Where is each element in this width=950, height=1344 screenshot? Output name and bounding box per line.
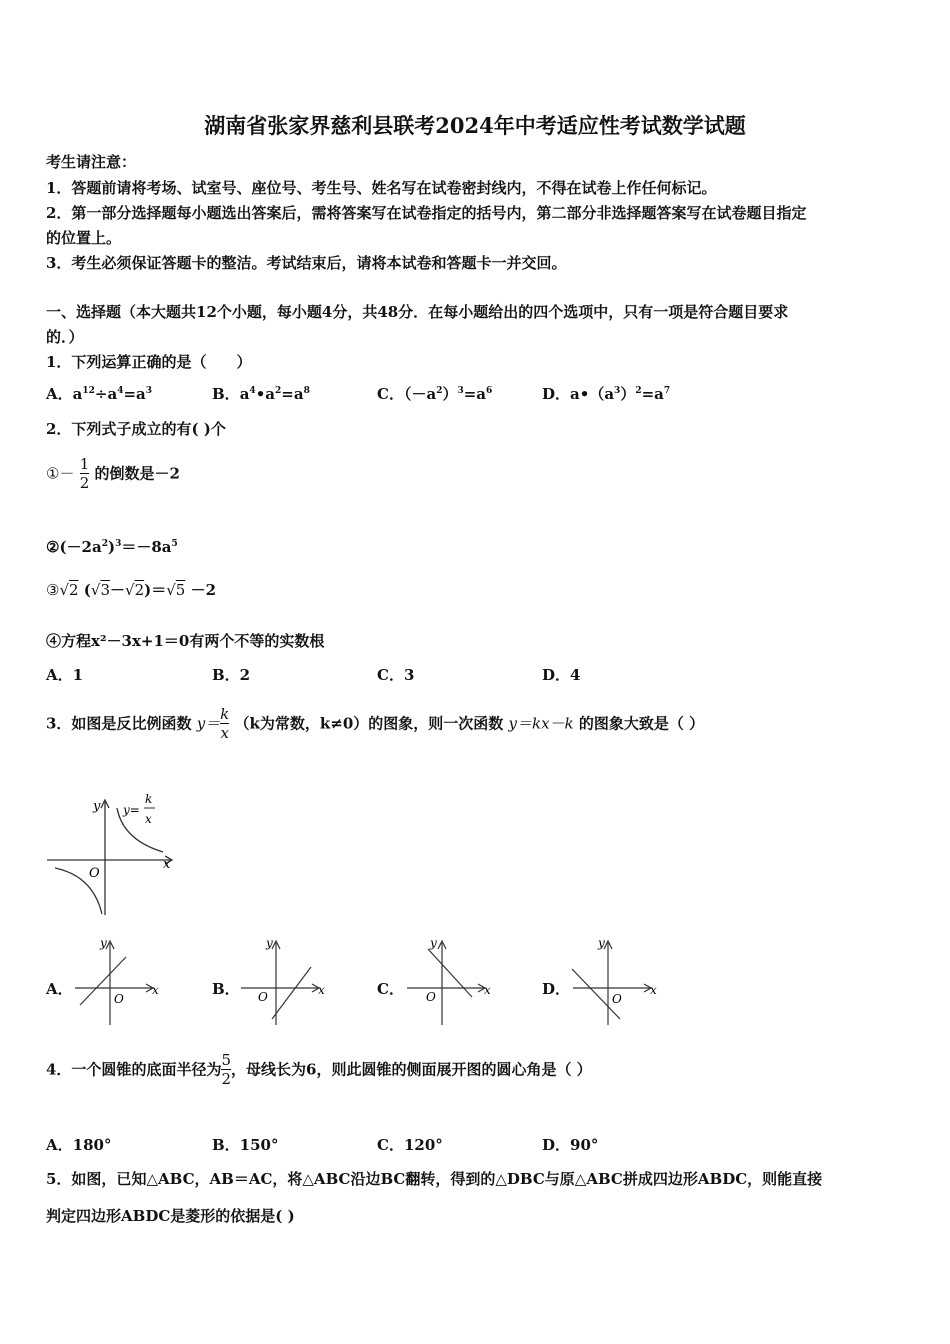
svg-text:y: y [598,936,605,950]
notice-heading: 考生请注意： [46,153,137,171]
q1-option-a: A．$a^{12}\div a^4=a^3$ [46,385,153,403]
q4-fraction: $\frac{5}{2}$ [221,1051,231,1088]
fig-origin: O [89,866,100,881]
q2-fraction-half: $\frac{1}{2}$ [79,455,90,492]
svg-text:y: y [430,936,437,950]
notice-item-3: 3．考生必须保证答题卡的整洁。考试结束后，请将本试卷和答题卡一并交回。 [46,254,567,272]
page-title: 湖南省张家界慈利县联考2024年中考适应性考试数学试题 [204,113,746,138]
q3-option-b-label: B． [212,980,240,998]
svg-text:x: x [484,983,491,997]
q3-option-b-graph [236,935,331,1030]
q3-stem: 3．如图是反比例函数 y＝ $\frac{k}{x}$ （k为常数，k≠0）的图象，则一次函数 y＝kx－k 的图象大致是（ ） [46,705,705,742]
svg-text:O: O [426,990,436,1004]
section-heading-line2: 的．） [46,328,84,346]
fig-label-y: y= [123,803,140,817]
q3-option-c-graph [402,935,497,1030]
q2-statement-3: ③√2 (√3－√2)＝√5 －2 [46,581,217,599]
q4-option-c: C．120° [377,1136,443,1154]
q5-stem-line2: 判定四边形ABDC是菱形的依据是( ) [46,1207,295,1225]
q4-option-d: D．90° [542,1136,599,1154]
svg-text:O: O [258,990,268,1004]
q2-option-b: B．2 [212,666,251,684]
q1-option-d: D．$a•(a^3)^2=a^7$ [542,385,671,403]
notice-item-1: 1．答题前请将考场、试室号、座位号、考生号、姓名写在试卷密封线内，不得在试卷上作任何标记。 [46,179,717,197]
q2-stem: 2．下列式子成立的有( )个 [46,420,226,438]
q3-option-d-graph [568,935,663,1030]
q2-statement-2: $②(-2a^2)^3=-8a^5$ [46,538,178,556]
notice-item-2-line1: 2．第一部分选择题每小题选出答案后，需将答案写在试卷指定的括号内，第二部分非选择题答案写在试卷题目指定 [46,204,807,222]
q4-option-a: A．180° [46,1136,112,1154]
section-heading-line1: 一、选择题（本大题共12个小题，每小题4分，共48分．在每小题给出的四个选项中，只有一项是符合题目要求 [46,303,789,321]
fig-label-x: x [145,812,152,826]
svg-text:x: x [318,983,325,997]
q4-option-b: B．150° [212,1136,279,1154]
q2-option-a: A．1 [46,666,84,684]
svg-text:y: y [100,936,107,950]
q2-statement-4: ④方程x²－3x+1＝0有两个不等的实数根 [46,632,325,650]
svg-text:x: x [152,983,159,997]
q2-statement-1: ①－ $\frac{1}{2}$ 的倒数是－2 [46,455,180,492]
q3-option-a-graph [70,935,165,1030]
q3-hyperbola-figure [45,790,180,920]
svg-text:x: x [650,983,657,997]
q3-option-a-label: A． [46,980,73,998]
q3-k-over-x: $\frac{k}{x}$ [220,705,230,742]
q2-option-d: D．4 [542,666,581,684]
q1-option-c: C．$(-a^2)^3=a^6$ [377,385,493,403]
q4-stem: 4．一个圆锥的底面半径为 $\frac{5}{2}$ ，母线长为6，则此圆锥的侧面展开图的圆心角是（ ） [46,1051,592,1088]
q1-option-b: B．$a^4•a^2=a^8$ [212,385,310,403]
fig-axis-y: y [93,799,101,814]
notice-item-2-line2: 的位置上。 [46,229,122,247]
q1-stem: 1．下列运算正确的是（ ） [46,353,252,371]
svg-text:O: O [612,992,622,1006]
q2-option-c: C．3 [377,666,415,684]
q5-stem-line1: 5．如图，已知△ABC，AB＝AC，将△ABC沿边BC翻转，得到的△DBC与原△ABC拼成四边形ABDC，则能直接 [46,1170,823,1188]
svg-text:y: y [266,936,273,950]
fig-label-k: k [145,792,153,806]
svg-text:O: O [114,992,124,1006]
q3-option-d-label: D． [542,980,571,998]
fig-axis-x: x [163,857,171,872]
q3-option-c-label: C． [377,980,404,998]
